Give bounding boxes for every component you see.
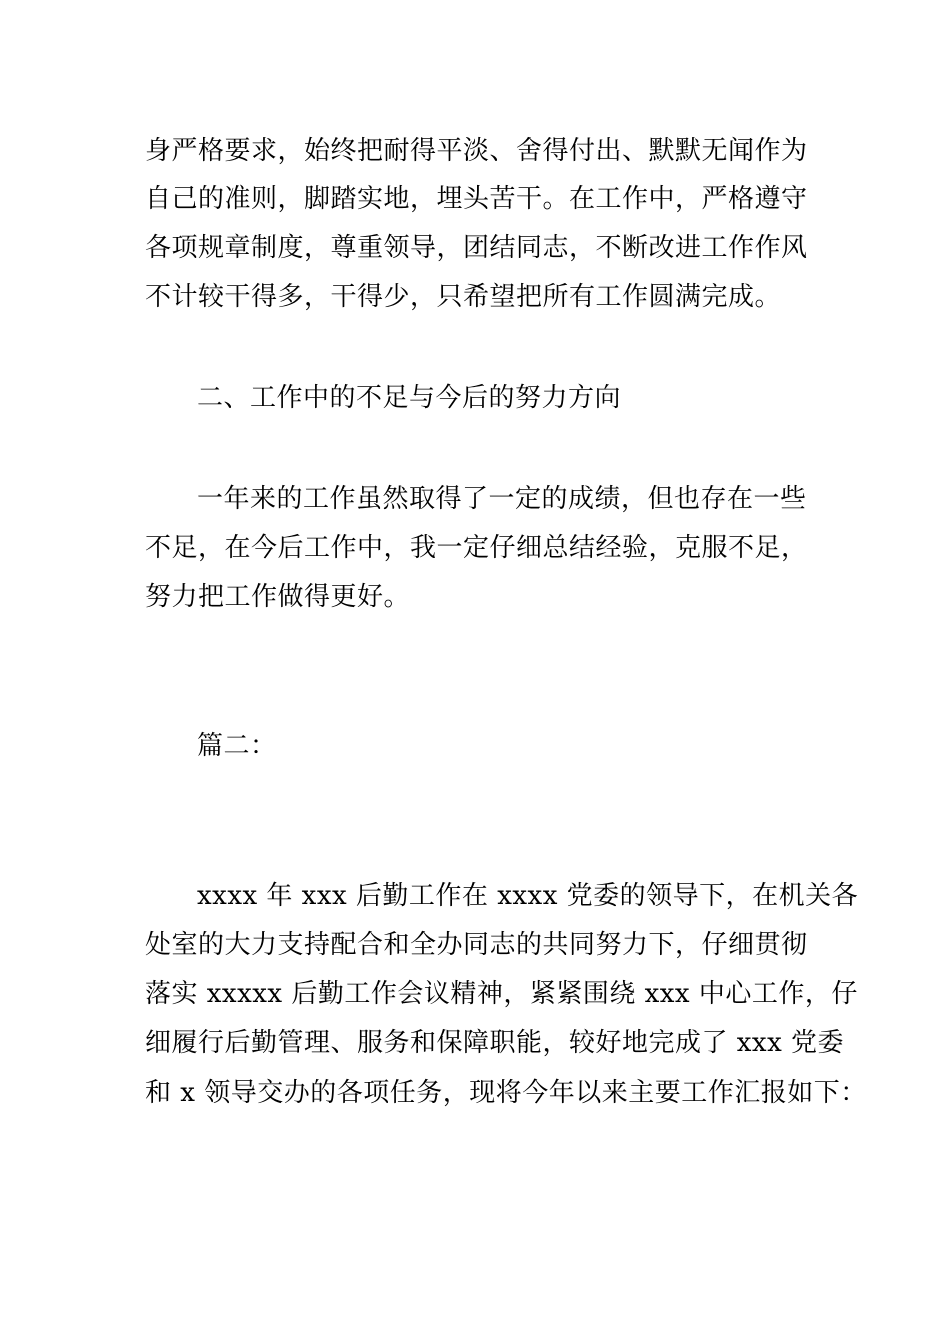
paragraph-line: 处室的大力支持配合和全办同志的共同努力下，仔细贯彻 [145, 930, 808, 960]
paragraph-line: 身严格要求，始终把耐得平淡、舍得付出、默默无闻作为 [145, 136, 808, 166]
paragraph-line: 自己的准则，脚踏实地，埋头苦干。在工作中，严格遵守 [145, 184, 808, 214]
paragraph-line: 细履行后勤管理、服务和保障职能，较好地完成了 xxx 党委 [145, 1028, 845, 1058]
paragraph-line: 各项规章制度，尊重领导，团结同志，不断改进工作作风 [145, 233, 808, 263]
section-heading: 二、工作中的不足与今后的努力方向 [197, 383, 622, 413]
part-heading: 篇二： [197, 731, 277, 761]
paragraph-line: 落实 xxxxx 后勤工作会议精神，紧紧围绕 xxx 中心工作，仔 [145, 979, 858, 1009]
paragraph-line: xxxx 年 xxx 后勤工作在 xxxx 党委的领导下，在机关各 [197, 881, 859, 911]
paragraph-line: 和 x 领导交办的各项任务，现将今年以来主要工作汇报如下： [145, 1078, 867, 1108]
paragraph-line: 不计较干得多，干得少，只希望把所有工作圆满完成。 [145, 282, 782, 312]
paragraph-line: 努力把工作做得更好。 [145, 582, 411, 612]
paragraph-line: 一年来的工作虽然取得了一定的成绩，但也存在一些 [197, 484, 807, 514]
paragraph-line: 不足，在今后工作中，我一定仔细总结经验，克服不足， [145, 533, 808, 563]
